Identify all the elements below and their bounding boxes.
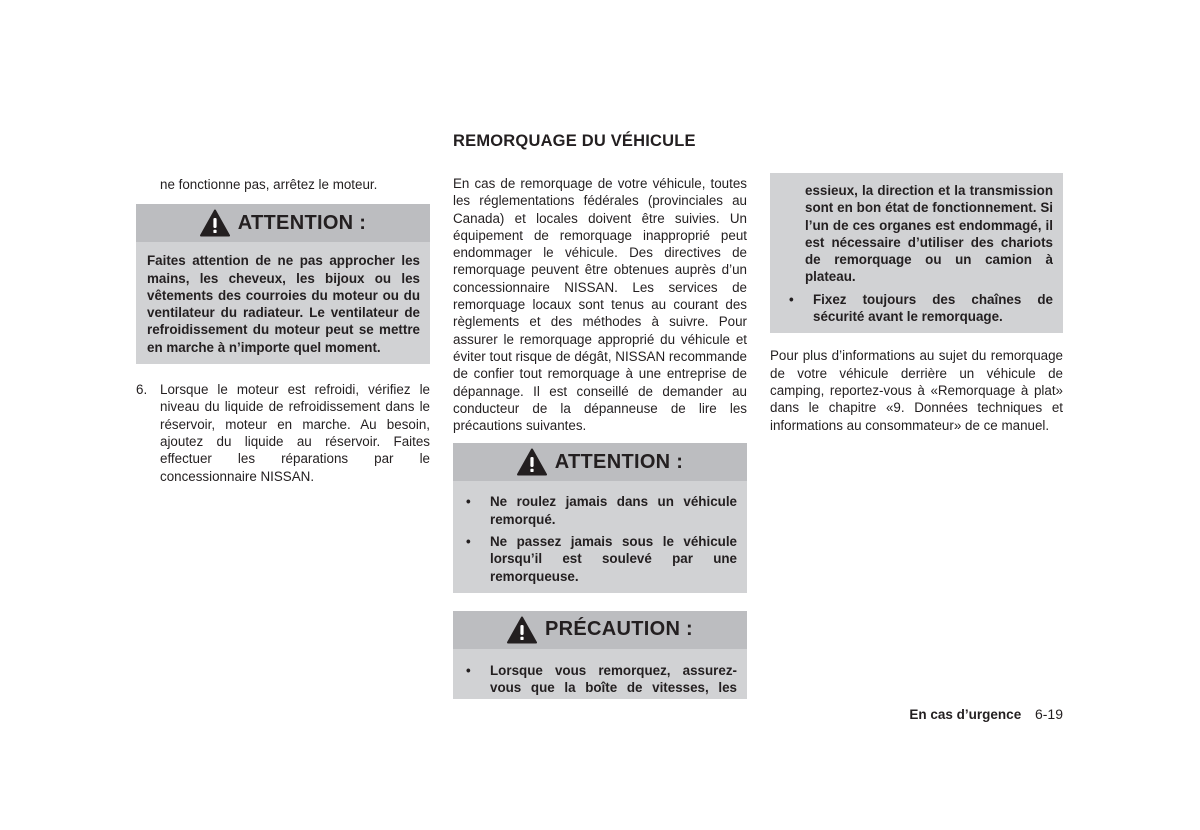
precaution-continued-body xyxy=(770,173,1063,333)
attention-bullet-text: Ne roulez jamais dans un véhicule remorqué. xyxy=(490,494,737,527)
section-heading: REMORQUAGE DU VÉHICULE xyxy=(453,132,696,150)
precaution-box-header xyxy=(453,611,747,649)
right-paragraph: Pour plus d’informations au sujet du remorquage de votre véhicule derrière un véhicule de camping, reportez-vous à «Remorquage à plat» dans le chapitre «9. Données techniques et informations au consommateur» de ce manuel. xyxy=(770,348,1063,433)
bullet-icon: • xyxy=(789,291,794,307)
middle-column xyxy=(453,175,747,699)
attention-title: ATTENTION : xyxy=(554,450,684,473)
precaution-box xyxy=(453,611,747,699)
step-item xyxy=(136,381,430,485)
bullet-icon: • xyxy=(466,662,471,678)
attention-box-middle xyxy=(453,443,747,592)
precaution-bullet-item xyxy=(464,662,737,697)
attention-body xyxy=(453,481,747,592)
left-intro-text: ne fonctionne pas, arrêtez le moteur. xyxy=(160,177,378,192)
precaution-body xyxy=(453,649,747,699)
bullet-icon: • xyxy=(466,534,471,550)
attention-bullet-item xyxy=(464,533,737,585)
footer-section-title: En cas d’urgence xyxy=(909,707,1022,722)
attention-title: ATTENTION : xyxy=(237,211,367,234)
bullet-icon: • xyxy=(466,494,471,510)
precaution-bullet-text: Fixez toujours des chaînes de sécurité avant le remorquage. xyxy=(813,291,1053,325)
attention-box-header xyxy=(136,204,430,242)
attention-box-left xyxy=(136,204,430,364)
precaution-title: PRÉCAUTION : xyxy=(544,618,694,641)
warning-triangle-icon xyxy=(507,616,537,644)
step-number: 6. xyxy=(136,382,148,398)
precaution-bullet-item xyxy=(781,291,1053,326)
attention-box-header xyxy=(453,443,747,481)
attention-bullet-item xyxy=(464,493,737,528)
attention-bullet-text: Ne passez jamais sous le véhicule lorsqu’il est soulevé par une remorqueuse. xyxy=(490,534,737,584)
left-column xyxy=(136,176,430,485)
warning-triangle-icon xyxy=(517,448,547,476)
precaution-bullet-text: Lorsque vous remorquez, assurez-vous que la boîte de vitesses, les xyxy=(490,662,737,696)
attention-body-text: Faites attention de ne pas approcher les mains, les cheveux, les bijoux ou les vêtements des courroies du moteur ou du ventilateur du radiateur. Le ventilateur de refroidissement du moteur peut se mettre en marche à n’importe quel moment. xyxy=(147,253,420,355)
page-number: 6-19 xyxy=(1034,706,1063,722)
step-text: Lorsque le moteur est refroidi, vérifiez le niveau du liquide de refroidissement dans le réservoir, moteur en marche. Au besoin, ajoutez du liquide au réservoir. Faites effectuer les réparations par le concessionnaire NISSAN. xyxy=(160,382,430,484)
page-footer xyxy=(909,706,1063,722)
precaution-continued-text: essieux, la direction et la transmission sont en bon état de fonctionnement. Si l’un de ces organes est endommagé, il est nécessaire d’utiliser des chariots de remorquage ou un camion à plateau. xyxy=(805,183,1053,285)
precaution-box-continued xyxy=(770,173,1063,333)
right-column xyxy=(770,173,1063,434)
middle-paragraph: En cas de remorquage de votre véhicule, toutes les réglementations fédérales (provinciales au Canada) et locales doivent être suivies. Un équipement de remorquage inapproprié peut endommager le véhicule. Des directives de remorquage peuvent être obtenues auprès d’un concessionnaire NISSAN. Les services de remorquage locaux sont tenus au courant des règlements et des méthodes à suivre. Pour assurer le remorquage approprié du véhicule et éviter tout risque de dégât, NISSAN recommande de confier tout remorquage à une entreprise de dépannage. Il est conseillé de demander au conducteur de la dépanneuse de lire les précautions suivantes. xyxy=(453,176,747,434)
warning-triangle-icon xyxy=(200,209,230,237)
